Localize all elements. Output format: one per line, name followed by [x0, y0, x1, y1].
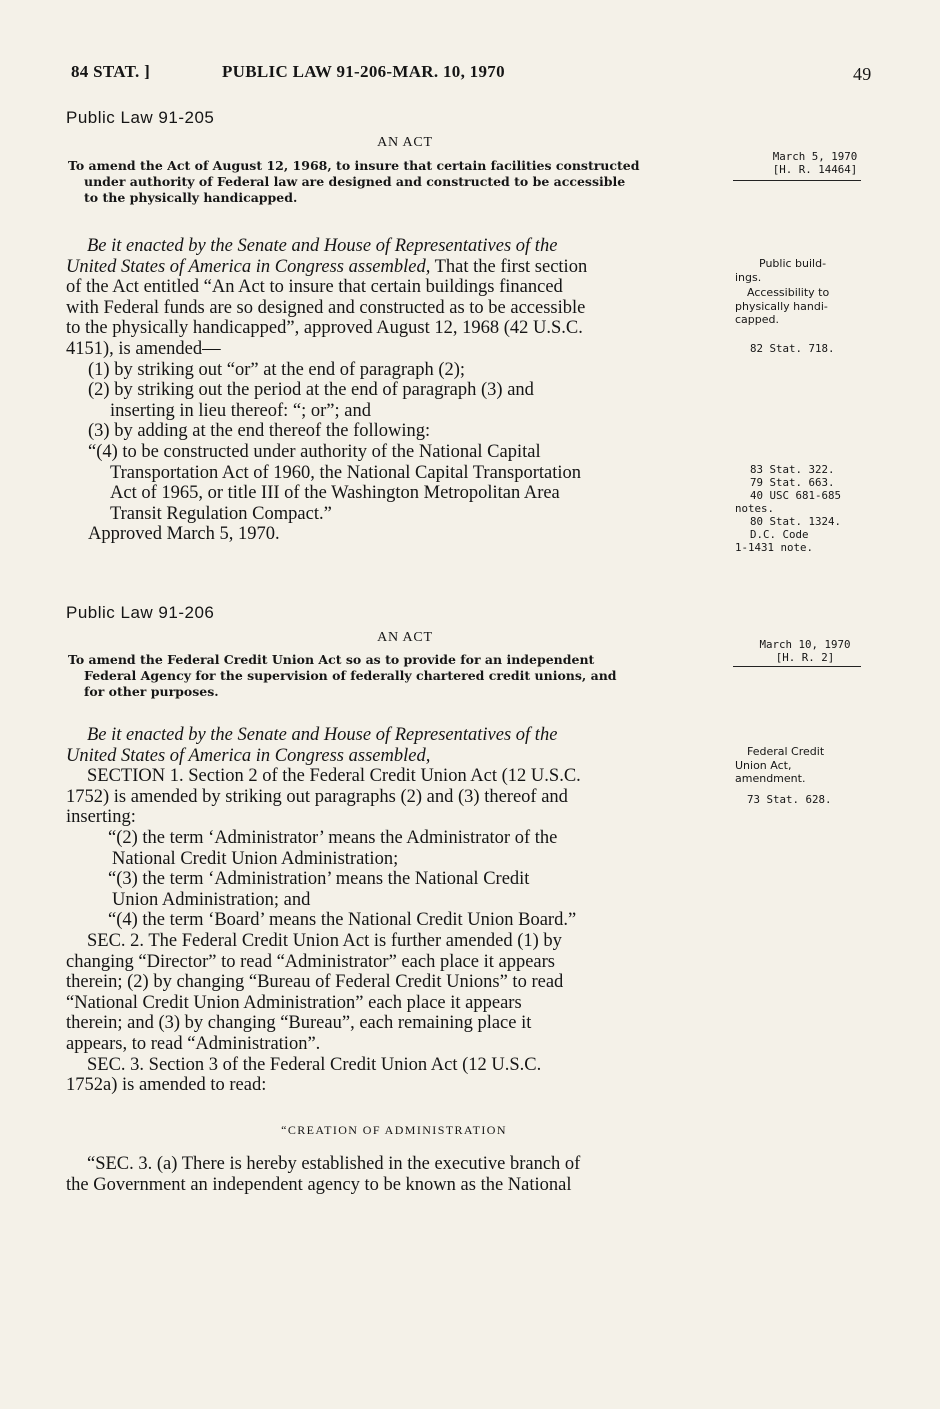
- definition-line: “(4) the term ‘Board’ means the National Credit Union Board.”: [108, 910, 577, 931]
- margin-topic-line: Union Act,: [735, 758, 792, 772]
- law-heading: Public Law 91-205: [66, 108, 215, 127]
- an-act-label: AN ACT: [377, 630, 433, 645]
- section-3-line: SEC. 3. Section 3 of the Federal Credit Union Act (12 U.S.C.: [87, 1054, 542, 1075]
- section-2-line: therein; and (3) by changing “Bureau”, each remaining place it: [66, 1013, 532, 1034]
- page-number: 49: [853, 64, 872, 84]
- margin-topic: [735, 257, 875, 327]
- definition-line: National Credit Union Administration;: [112, 848, 399, 869]
- section-heading: “CREATION OF ADMINISTRATION: [281, 1123, 507, 1137]
- running-head-left: 84 STAT. ]: [71, 62, 151, 81]
- reference-line: 79 Stat. 663.: [750, 476, 835, 489]
- section-3-line: 1752a) is amended to read:: [66, 1075, 267, 1096]
- margin-topic: [735, 745, 875, 786]
- section-2-line: changing “Director” to read “Administrator” each place it appears: [66, 951, 555, 972]
- margin-topic-line: ings.: [735, 270, 762, 284]
- inserted-paragraph: Act of 1965, or title III of the Washington Metropolitan Area: [110, 483, 560, 504]
- enacting-clause: Be it enacted by the Senate and House of Representatives of the: [87, 236, 558, 256]
- reference-line: 1-1431 note.: [735, 541, 814, 554]
- purpose-line: to the physically handicapped.: [84, 190, 298, 205]
- statute-citation: 82 Stat. 718.: [750, 342, 835, 355]
- amendment-item: (3) by adding at the end thereof the following:: [88, 421, 431, 442]
- margin-topic-line: Federal Credit: [747, 745, 825, 758]
- enactment-date: March 10, 1970: [759, 638, 851, 651]
- law-body: [66, 725, 722, 1096]
- section-2-line: SEC. 2. The Federal Credit Union Act is further amended (1) by: [87, 930, 562, 951]
- section-3a-line: “SEC. 3. (a) There is hereby established in the executive branch of: [87, 1154, 581, 1174]
- body-line: 4151), is amended—: [66, 338, 221, 359]
- margin-topic-line: capped.: [735, 313, 779, 326]
- amendment-item: (1) by striking out “or” at the end of paragraph (2);: [88, 359, 466, 380]
- law-body-continued: [66, 1154, 722, 1195]
- date-note: [750, 150, 880, 176]
- enacting-clause-tail: That the first section: [430, 256, 588, 277]
- section-1-line: SECTION 1. Section 2 of the Federal Credit Union Act (12 U.S.C.: [87, 766, 581, 787]
- enacting-clause: United States of America in Congress assembled,: [66, 745, 431, 766]
- purpose-line: To amend the Act of August 12, 1968, to insure that certain facilities constructed: [68, 158, 640, 173]
- statute-citation: 73 Stat. 628.: [747, 793, 832, 806]
- law-body: [66, 236, 722, 545]
- reference-line: 83 Stat. 322.: [750, 463, 835, 476]
- body-line: of the Act entitled “An Act to insure that certain buildings financed: [66, 277, 563, 298]
- law-heading: Public Law 91-206: [66, 603, 215, 622]
- running-head-title: PUBLIC LAW 91-206-MAR. 10, 1970: [222, 62, 505, 81]
- an-act-label: AN ACT: [377, 135, 433, 150]
- inserted-paragraph: Transportation Act of 1960, the National Capital Transportation: [110, 462, 582, 483]
- section-2-line: appears, to read “Administration”.: [66, 1033, 321, 1054]
- definition-line: “(3) the term ‘Administration’ means the National Credit: [108, 869, 530, 890]
- margin-divider: [733, 666, 861, 667]
- purpose-line: under authority of Federal law are designed and constructed to be accessible: [84, 174, 626, 189]
- body-line: to the physically handicapped”, approved August 12, 1968 (42 U.S.C.: [66, 318, 583, 339]
- amendment-item: (2) by striking out the period at the end of paragraph (3) and: [88, 380, 534, 401]
- inserted-paragraph: Transit Regulation Compact.”: [110, 503, 332, 524]
- inserted-paragraph: “(4) to be constructed under authority of the National Capital: [88, 441, 541, 462]
- margin-references: [735, 463, 875, 554]
- margin-topic-line: amendment.: [735, 772, 806, 785]
- purpose-clause: [68, 158, 723, 206]
- bill-number: [H. R. 2]: [775, 651, 835, 664]
- section-2-line: “National Credit Union Administration” each place it appears: [66, 992, 522, 1013]
- margin-topic-line: Accessibility to: [747, 286, 830, 299]
- purpose-line: To amend the Federal Credit Union Act so as to provide for an independent: [68, 652, 595, 667]
- approval-date: Approved March 5, 1970.: [88, 524, 280, 545]
- section-3a-line: the Government an independent agency to be known as the National: [66, 1174, 572, 1195]
- purpose-line: Federal Agency for the supervision of federally chartered credit unions, and: [84, 668, 617, 683]
- bill-number: [H. R. 14464]: [772, 163, 858, 176]
- section-2-line: therein; (2) by changing “Bureau of Federal Credit Unions” to read: [66, 972, 564, 993]
- reference-line: notes.: [735, 502, 775, 515]
- margin-topic-line: physically handi-: [735, 299, 828, 313]
- definition-line: “(2) the term ‘Administrator’ means the Administrator of the: [108, 827, 558, 848]
- reference-line: D.C. Code: [750, 528, 809, 541]
- margin-divider: [733, 180, 861, 181]
- margin-topic-line: Public build-: [759, 257, 827, 270]
- date-note: [740, 638, 870, 664]
- enacting-clause: Be it enacted by the Senate and House of Representatives of the: [87, 725, 558, 745]
- enactment-date: March 5, 1970: [772, 150, 858, 163]
- reference-line: 40 USC 681-685: [750, 489, 842, 502]
- section-1-line: inserting:: [66, 807, 136, 828]
- purpose-clause: [68, 652, 723, 700]
- definition-line: Union Administration; and: [112, 889, 311, 910]
- purpose-line: for other purposes.: [84, 684, 219, 699]
- enacting-clause: United States of America in Congress assembled,: [66, 256, 431, 277]
- amendment-item: inserting in lieu thereof: “; or”; and: [110, 400, 371, 421]
- body-line: with Federal funds are so designed and constructed as to be accessible: [66, 297, 586, 318]
- section-1-line: 1752) is amended by striking out paragraphs (2) and (3) thereof and: [66, 786, 568, 807]
- reference-line: 80 Stat. 1324.: [750, 515, 842, 528]
